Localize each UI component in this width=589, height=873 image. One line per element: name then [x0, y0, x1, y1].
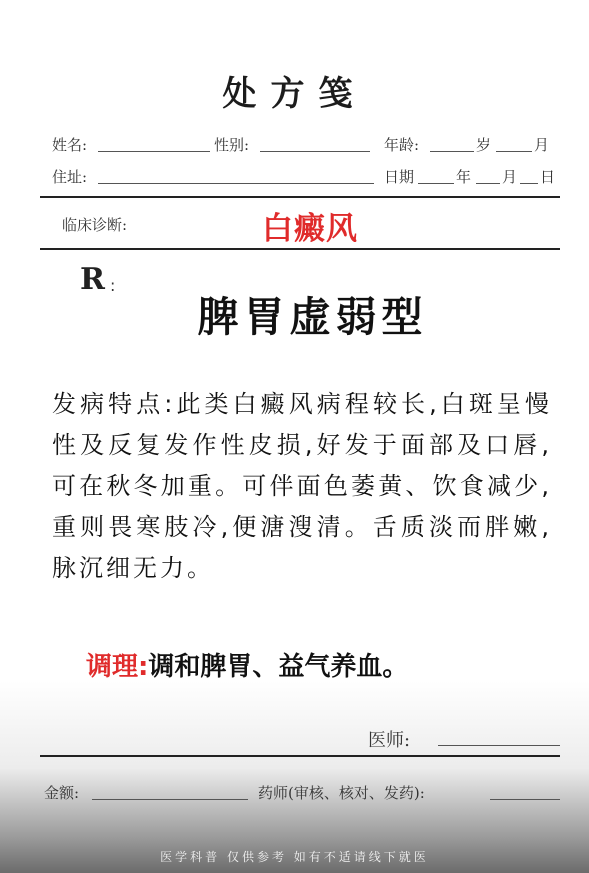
- date-day-unit: 日: [540, 168, 556, 186]
- diagnosis-value: 白癜风: [262, 211, 358, 247]
- amount-label: 金额:: [44, 784, 80, 802]
- name-field[interactable]: [98, 151, 210, 152]
- divider-diagnosis: [40, 248, 560, 250]
- address-label: 住址:: [52, 168, 88, 186]
- date-label: 日期: [384, 168, 415, 186]
- symptom-description: 发病特点:此类白癜风病程较长,白斑呈慢性及反复发作性皮损,好发于面部及口唇,可在秋冬加重。可伴面色萎黄、饮食减少,重则畏寒肢冷,便溏溲清。舌质淡而胖嫩,脉沉细无力。: [52, 390, 552, 582]
- treatment-label: 调理:: [86, 652, 149, 682]
- gender-field[interactable]: [260, 151, 370, 152]
- date-year-unit: 年: [456, 168, 472, 186]
- age-years-field[interactable]: [430, 151, 474, 152]
- syndrome-type-title: 脾胃虚弱型: [197, 293, 428, 341]
- name-label: 姓名:: [52, 136, 88, 154]
- doctor-signature-field[interactable]: [438, 745, 560, 746]
- date-month-unit: 月: [502, 168, 518, 186]
- page-title: 处方笺: [222, 74, 367, 114]
- age-months-unit: 月: [534, 136, 550, 154]
- treatment-value: 调和脾胃、益气养血。: [148, 652, 409, 682]
- amount-field[interactable]: [92, 799, 248, 800]
- address-field[interactable]: [98, 183, 374, 184]
- date-month-field[interactable]: [476, 183, 500, 184]
- treatment-line: [86, 646, 408, 683]
- diagnosis-label: 临床诊断:: [62, 216, 128, 234]
- pharmacist-label: 药师(审核、核对、发药):: [258, 784, 425, 802]
- doctor-signature-row: [368, 726, 410, 752]
- gender-label: 性别:: [214, 136, 250, 154]
- age-months-field[interactable]: [496, 151, 532, 152]
- rx-colon: :: [110, 276, 116, 295]
- disclaimer-text: 医学科普 仅供参考 如有不适请线下就医: [160, 850, 429, 864]
- age-years-unit: 岁: [476, 136, 492, 154]
- fee-row: [44, 782, 564, 804]
- pharmacist-field[interactable]: [490, 799, 560, 800]
- divider-top: [40, 196, 560, 198]
- rx-icon: R: [80, 262, 105, 297]
- date-day-field[interactable]: [520, 183, 538, 184]
- date-year-field[interactable]: [418, 183, 454, 184]
- doctor-label: 医师:: [368, 730, 411, 751]
- divider-signature: [40, 755, 560, 757]
- age-label: 年龄:: [384, 136, 420, 154]
